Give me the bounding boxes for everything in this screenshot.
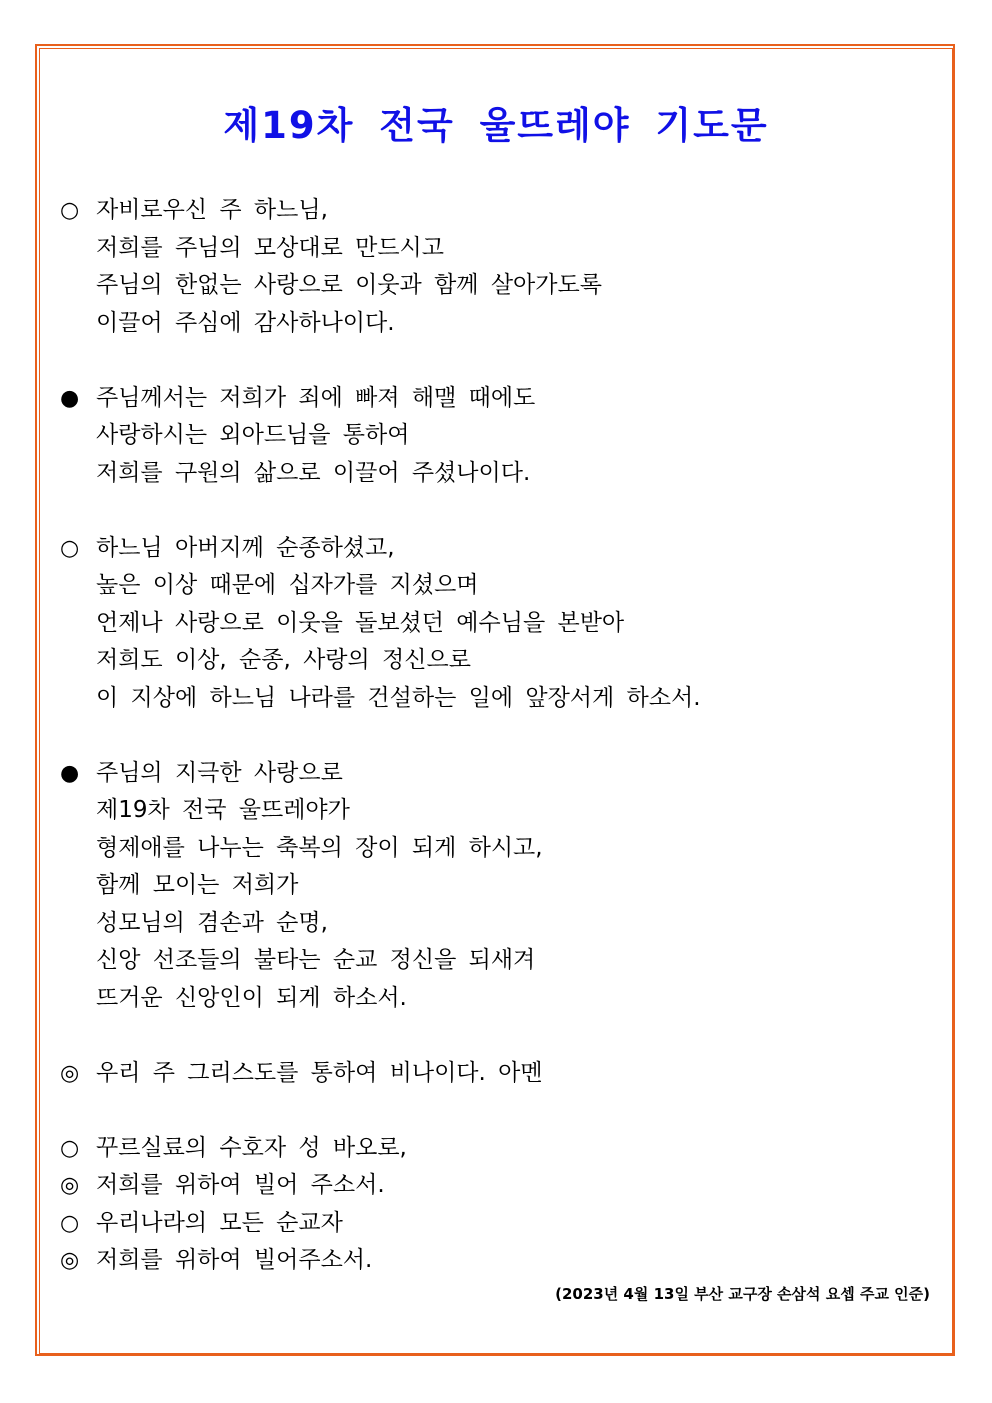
line-text: 높은 이상 때문에 십자가를 지셨으며 xyxy=(96,572,479,598)
line-text: 뜨거운 신앙인이 되게 하소서. xyxy=(96,984,407,1011)
closing-line-block xyxy=(60,1055,920,1093)
open-circle-marker: ○ xyxy=(60,1210,80,1236)
litany-line xyxy=(60,1167,920,1205)
line-text: 이끌어 주심에 감사하나이다. xyxy=(96,309,395,336)
line-text: 이 지상에 하느님 나라를 건설하는 일에 앞장서게 하소서. xyxy=(96,684,701,711)
line-text: 성모님의 겸손과 순명, xyxy=(96,909,328,936)
page-title: 제19차 전국 울뜨레야 기도문 xyxy=(223,104,769,147)
prayer-line xyxy=(60,642,920,680)
line-text: 언제나 사랑으로 이웃을 돌보셨던 예수님을 본받아 xyxy=(96,609,625,636)
prayer-line xyxy=(60,567,920,605)
open-circle-marker: ○ xyxy=(60,1135,80,1161)
litany-line xyxy=(60,1205,920,1243)
line-text: 주님께서는 저희가 죄에 빠져 해맬 때에도 xyxy=(96,384,536,411)
line-text: 저희를 주님의 모상대로 만드시고 xyxy=(96,234,444,261)
litany-text: 저희를 위하여 빌어주소서. xyxy=(96,1247,373,1273)
open-circle-marker: ○ xyxy=(60,535,80,561)
line-text: 주님의 지극한 사랑으로 xyxy=(96,759,343,786)
line-text: 제19차 전국 울뜨레야가 xyxy=(96,797,350,823)
prayer-line xyxy=(60,192,920,230)
litany-block xyxy=(60,1130,920,1280)
filled-circle-marker: ● xyxy=(60,760,80,786)
line-text: 저희도 이상, 순종, 사랑의 정신으로 xyxy=(96,647,471,673)
closing-text: 우리 주 그리스도를 통하여 비나이다. 아멘 xyxy=(96,1059,543,1086)
stanza-1 xyxy=(60,192,920,342)
prayer-line xyxy=(60,530,920,568)
stanza-2 xyxy=(60,380,920,493)
prayer-line xyxy=(60,942,920,980)
prayer-line xyxy=(60,267,920,305)
prayer-line xyxy=(60,830,920,868)
filled-circle-marker: ● xyxy=(60,385,80,411)
litany-text: 우리나라의 모든 순교자 xyxy=(96,1209,343,1236)
prayer-line xyxy=(60,455,920,493)
line-text: 저희를 구원의 삶으로 이끌어 주셨나이다. xyxy=(96,459,531,486)
prayer-line xyxy=(60,792,920,830)
approval-credit: (2023년 4월 13일 부산 교구장 손삼석 요셉 주교 인준) xyxy=(555,1285,930,1303)
prayer-line xyxy=(60,417,920,455)
prayer-line xyxy=(60,380,920,418)
line-text: 형제애를 나누는 축복의 장이 되게 하시고, xyxy=(96,834,543,861)
line-text: 신앙 선조들의 불타는 순교 정신을 되새겨 xyxy=(96,947,536,973)
prayer-line xyxy=(60,605,920,643)
litany-line xyxy=(60,1242,920,1280)
prayer-line xyxy=(60,680,920,718)
prayer-line xyxy=(60,980,920,1018)
prayer-line xyxy=(60,305,920,343)
litany-text: 꾸르실료의 수호자 성 바오로, xyxy=(96,1134,407,1161)
open-circle-marker: ○ xyxy=(60,198,80,223)
closing-line xyxy=(60,1055,920,1093)
prayer-body xyxy=(60,192,920,1280)
line-text: 사랑하시는 외아드님을 통하여 xyxy=(96,422,410,448)
stanza-4 xyxy=(60,755,920,1018)
prayer-line xyxy=(60,867,920,905)
line-text: 하느님 아버지께 순종하셨고, xyxy=(96,534,395,561)
double-circle-marker: ◎ xyxy=(60,1248,80,1273)
double-circle-marker: ◎ xyxy=(60,1173,80,1198)
prayer-line xyxy=(60,905,920,943)
litany-line xyxy=(60,1130,920,1168)
prayer-line xyxy=(60,755,920,793)
prayer-line xyxy=(60,230,920,268)
line-text: 자비로우신 주 하느님, xyxy=(96,197,328,223)
litany-text: 저희를 위하여 빌어 주소서. xyxy=(96,1172,385,1198)
stanza-3 xyxy=(60,530,920,718)
line-text: 함께 모이는 저희가 xyxy=(96,872,299,898)
double-circle-marker: ◎ xyxy=(60,1060,80,1086)
line-text: 주님의 한없는 사랑으로 이웃과 함께 살아가도록 xyxy=(96,272,602,298)
